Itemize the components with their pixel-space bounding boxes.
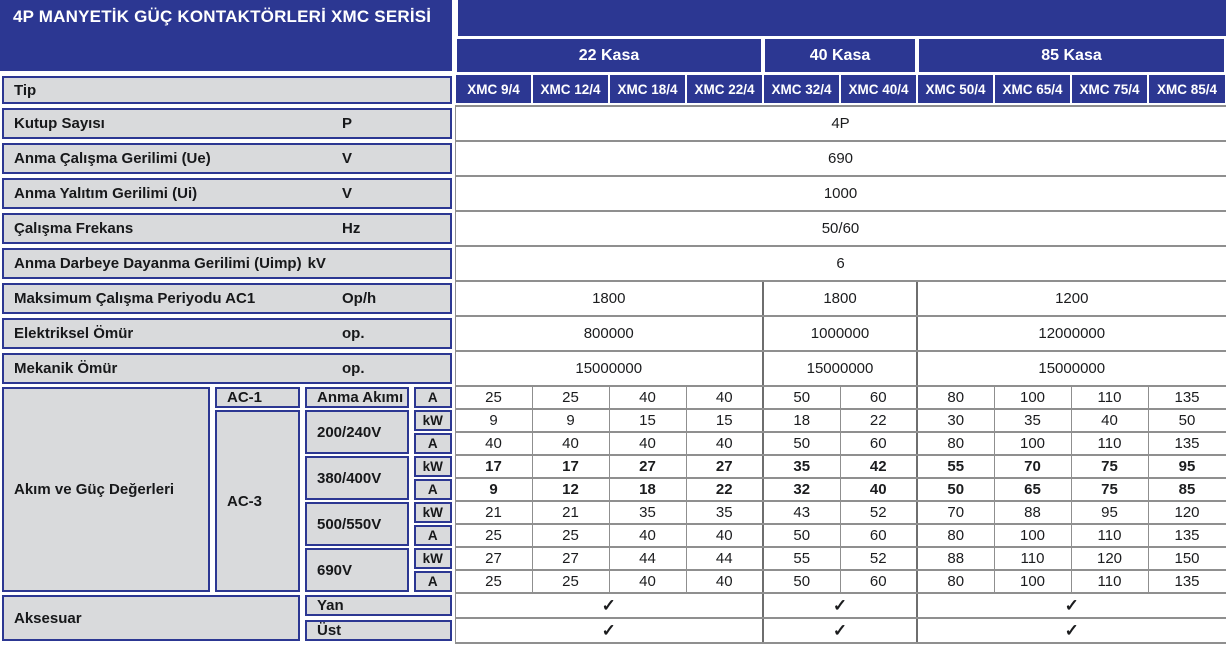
value-cell: 40 [609,570,686,593]
value-cell: 21 [532,501,609,524]
row-label: Maksimum Çalışma Periyodu AC1 [14,290,256,307]
value-cell: 60 [840,524,917,547]
value-cell: 150 [1148,547,1226,570]
value-cell: 50 [763,432,840,455]
row-label-box [2,318,452,349]
group-40kasa-cell [763,38,917,74]
value-cell: 75 [1071,478,1148,501]
value-cell: 120 [1148,501,1226,524]
spec-value-cell: 1000000 [763,316,917,351]
spec-value-cell: 15000000 [455,351,763,386]
value-cell: 44 [609,547,686,570]
spec-label-cell [0,106,455,141]
ac1-cell [213,386,303,409]
model-cell [1071,74,1148,106]
check-icon: ✓ [601,620,616,640]
value-cell: 100 [994,432,1071,455]
model-cell [1148,74,1226,106]
spec-label-cell [0,211,455,246]
row-label-box [2,108,452,139]
value-cell: 95 [1148,455,1226,478]
group-header-85kasa: 85 Kasa [919,39,1224,72]
spec-value-cell: 15000000 [763,351,917,386]
value-cell: 40 [840,478,917,501]
value-cell: 35 [686,501,763,524]
row-label-box [2,178,452,209]
value-cell: 27 [609,455,686,478]
spec-value-cell: 800000 [455,316,763,351]
value-cell: 88 [917,547,994,570]
group-85kasa-cell [917,38,1226,74]
kw-unit-label: kW [414,410,452,431]
voltage-label: 500/550V [305,502,409,546]
value-cell: 25 [532,524,609,547]
check-cell [917,618,1226,643]
value-cell: 52 [840,501,917,524]
spec-row [0,246,1226,281]
header-row-models [0,74,1226,106]
value-cell: 80 [917,524,994,547]
spec-label-cell [0,316,455,351]
value-cell: 50 [763,570,840,593]
model-header: XMC 9/4 [456,75,531,103]
check-cell [455,618,763,643]
spec-value-cell: 1800 [763,281,917,316]
value-cell: 40 [609,432,686,455]
ac3-cell [213,409,303,593]
unit-label: V [342,185,353,202]
model-header: XMC 50/4 [918,75,993,103]
value-cell: 9 [532,409,609,432]
value-cell: 15 [609,409,686,432]
spec-row [0,106,1226,141]
spec-row [0,316,1226,351]
value-cell: 135 [1148,386,1226,409]
value-cell: 55 [917,455,994,478]
unit-cell [412,524,455,547]
unit-label: P [342,115,353,132]
voltage-label: 380/400V [305,456,409,500]
unit-cell [412,501,455,524]
value-cell: 120 [1071,547,1148,570]
model-header: XMC 40/4 [841,75,916,103]
value-cell: 40 [686,386,763,409]
value-cell: 55 [763,547,840,570]
a-unit-label: A [414,479,452,500]
value-cell: 40 [609,524,686,547]
spec-label-cell [0,246,455,281]
group-header-22kasa: 22 Kasa [457,39,761,72]
aksesuar-row-yan [0,593,1226,618]
model-cell [917,74,994,106]
row-label: Anma Çalışma Gerilimi (Ue) [14,150,211,167]
value-cell: 52 [840,547,917,570]
spec-row [0,211,1226,246]
value-cell: 70 [994,455,1071,478]
value-cell: 32 [763,478,840,501]
value-cell: 15 [686,409,763,432]
spec-value-cell: 12000000 [917,316,1226,351]
value-cell: 40 [532,432,609,455]
value-cell: 44 [686,547,763,570]
ac1-label: AC-1 [215,387,300,408]
value-cell: 18 [763,409,840,432]
tip-label: Tip [2,76,452,104]
value-cell: 88 [994,501,1071,524]
row-label: Mekanik Ömür [14,360,118,377]
spec-label-cell [0,141,455,176]
group-header-40kasa: 40 Kasa [765,39,915,72]
value-cell: 135 [1148,432,1226,455]
unit-cell [412,455,455,478]
value-cell: 25 [532,570,609,593]
value-cell: 35 [609,501,686,524]
row-label: Çalışma Frekans [14,220,134,237]
check-icon: ✓ [601,595,616,615]
value-cell: 50 [763,524,840,547]
a-unit-label: A [414,525,452,546]
a-unit-label: A [414,433,452,454]
spec-label-cell [0,351,455,386]
value-cell: 100 [994,570,1071,593]
value-cell: 22 [840,409,917,432]
a-unit-label: A [414,571,452,592]
row-label-box [2,213,452,244]
value-cell: 135 [1148,570,1226,593]
yan-label: Yan [305,595,452,616]
spec-value-cell: 15000000 [917,351,1226,386]
ac1-sub-cell [303,386,412,409]
row-label-box [2,143,452,174]
spec-value-cell: 6 [455,246,1226,281]
check-cell [763,593,917,618]
check-icon: ✓ [832,595,848,615]
row-label: Kutup Sayısı [14,115,105,132]
model-cell [532,74,609,106]
ust-label: Üst [305,620,452,641]
value-cell: 22 [686,478,763,501]
value-cell: 42 [840,455,917,478]
kw-unit-label: kW [414,456,452,477]
tip-label-cell [0,74,455,106]
value-cell: 40 [609,386,686,409]
unit-label: kV [307,255,326,272]
value-cell: 35 [763,455,840,478]
ac3-label: AC-3 [215,410,300,592]
value-cell: 25 [455,570,532,593]
spec-value-cell: 4P [455,106,1226,141]
spec-value-cell: 690 [455,141,1226,176]
aksesuar-label: Aksesuar [2,595,300,641]
group-22kasa-cell [455,38,763,74]
unit-label: V [342,150,353,167]
value-cell: 27 [455,547,532,570]
value-cell: 40 [686,570,763,593]
value-cell: 50 [763,386,840,409]
check-icon: ✓ [1064,595,1079,615]
value-cell: 17 [532,455,609,478]
spec-value-cell: 1000 [455,176,1226,211]
value-cell: 30 [917,409,994,432]
header-band-cell [455,0,1226,38]
spec-value-cell: 1800 [455,281,763,316]
power-section-cell [0,386,213,593]
spec-row [0,281,1226,316]
model-header: XMC 18/4 [610,75,685,103]
value-cell: 65 [994,478,1071,501]
model-header: XMC 65/4 [995,75,1070,103]
check-cell [455,593,763,618]
check-icon: ✓ [832,620,848,640]
model-cell [763,74,840,106]
row-label-box [2,353,452,384]
value-cell: 100 [994,524,1071,547]
power-section-label: Akım ve Güç Değerleri [2,387,210,592]
voltage-cell [303,501,412,547]
unit-label: Op/h [342,290,377,307]
model-cell [455,74,532,106]
value-cell: 25 [455,386,532,409]
value-cell: 60 [840,432,917,455]
value-cell: 27 [686,455,763,478]
model-header: XMC 75/4 [1072,75,1147,103]
value-cell: 80 [917,432,994,455]
spec-row [0,351,1226,386]
value-cell: 27 [532,547,609,570]
value-cell: 110 [1071,386,1148,409]
row-label-box [2,248,452,279]
header-band [458,0,1226,36]
unit-label: op. [342,360,365,377]
model-cell [609,74,686,106]
value-cell: 35 [994,409,1071,432]
yan-label-cell [303,593,455,618]
spec-row [0,141,1226,176]
value-cell: 75 [1071,455,1148,478]
check-cell [763,618,917,643]
model-header: XMC 32/4 [764,75,839,103]
value-cell: 80 [917,386,994,409]
value-cell: 110 [1071,570,1148,593]
value-cell: 110 [994,547,1071,570]
spec-row [0,176,1226,211]
ac1-sub-label: Anma Akımı [305,387,409,408]
value-cell: 40 [686,432,763,455]
value-cell: 40 [455,432,532,455]
aksesuar-label-cell [0,593,303,643]
model-header: XMC 22/4 [687,75,762,103]
kw-unit-label: kW [414,548,452,569]
power-row-ac1 [0,386,1226,409]
value-cell: 110 [1071,524,1148,547]
value-cell: 110 [1071,432,1148,455]
value-cell: 40 [1071,409,1148,432]
value-cell: 25 [455,524,532,547]
row-label: Elektriksel Ömür [14,325,134,342]
value-cell: 60 [840,570,917,593]
voltage-label: 200/240V [305,410,409,454]
model-cell [840,74,917,106]
value-cell: 9 [455,478,532,501]
value-cell: 25 [532,386,609,409]
ust-label-cell [303,618,455,643]
value-cell: 12 [532,478,609,501]
unit-cell [412,432,455,455]
spec-label-cell [0,281,455,316]
value-cell: 85 [1148,478,1226,501]
value-cell: 18 [609,478,686,501]
voltage-cell [303,455,412,501]
row-label-box [2,283,452,314]
spec-value-cell: 50/60 [455,211,1226,246]
title-cell [0,0,455,74]
voltage-label: 690V [305,548,409,592]
row-label: Anma Yalıtım Gerilimi (Ui) [14,185,198,202]
header-row-title [0,0,1226,38]
unit-cell [412,409,455,432]
ac1-unit-label: A [414,387,452,408]
check-icon: ✓ [1064,620,1079,640]
check-cell [917,593,1226,618]
value-cell: 40 [686,524,763,547]
value-cell: 135 [1148,524,1226,547]
unit-label: Hz [342,220,361,237]
value-cell: 80 [917,570,994,593]
voltage-cell [303,409,412,455]
kw-unit-label: kW [414,502,452,523]
ac1-unit-cell [412,386,455,409]
value-cell: 9 [455,409,532,432]
spec-label-cell [0,176,455,211]
model-cell [994,74,1071,106]
spec-value-cell: 1200 [917,281,1226,316]
value-cell: 43 [763,501,840,524]
value-cell: 60 [840,386,917,409]
value-cell: 100 [994,386,1071,409]
value-cell: 50 [917,478,994,501]
unit-cell [412,570,455,593]
value-cell: 21 [455,501,532,524]
page-title: 4P MANYETİK GÜÇ KONTAKTÖRLERİ XMC SERİSİ [0,0,452,71]
unit-cell [412,547,455,570]
value-cell: 50 [1148,409,1226,432]
row-label: Anma Darbeye Dayanma Gerilimi (Uimp) [14,255,302,272]
value-cell: 70 [917,501,994,524]
model-header: XMC 12/4 [533,75,608,103]
value-cell: 17 [455,455,532,478]
model-cell [686,74,763,106]
model-header: XMC 85/4 [1149,75,1225,103]
unit-label: op. [342,325,365,342]
unit-cell [412,478,455,501]
voltage-cell [303,547,412,593]
value-cell: 95 [1071,501,1148,524]
